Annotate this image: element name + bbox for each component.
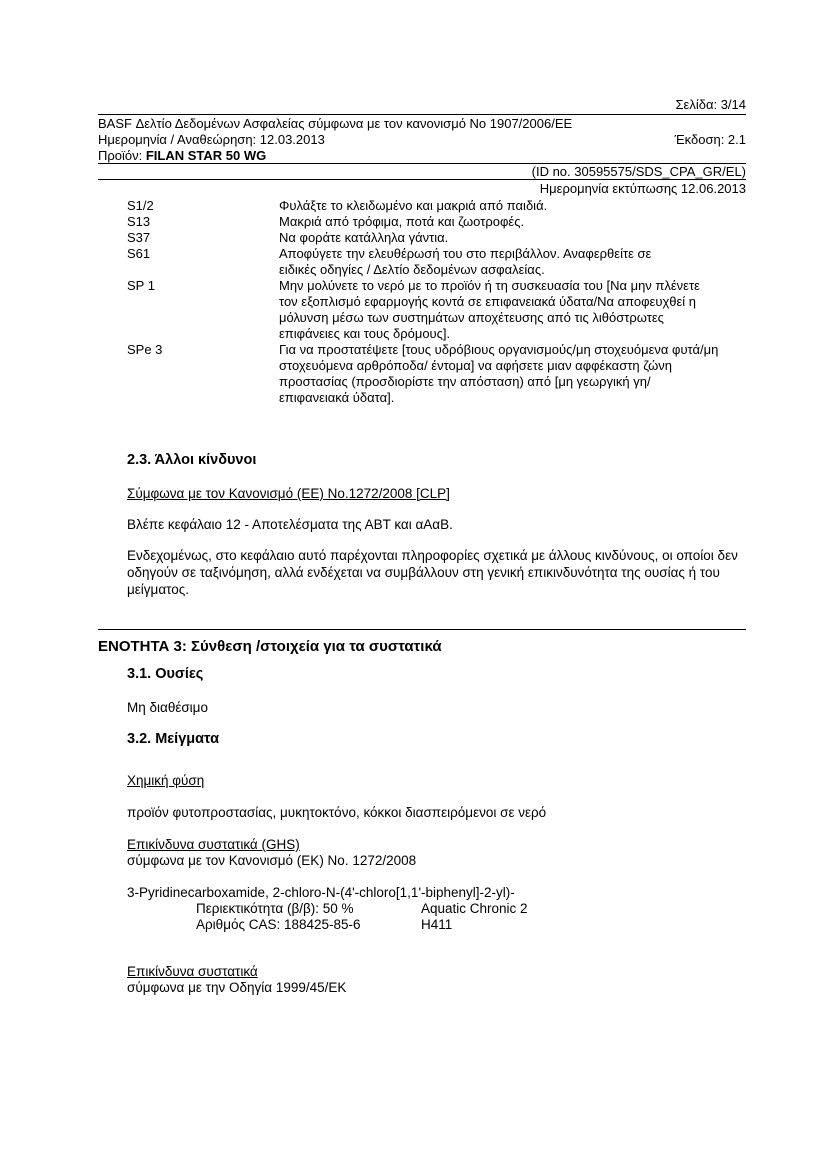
component-hazard-statement: H411: [421, 917, 453, 932]
section-3-title: ΕΝΟΤΗΤΑ 3: Σύνθεση /στοιχεία για τα συστατικά: [98, 638, 442, 655]
chemical-nature-label: Χημική φύση: [127, 773, 205, 788]
clp-subheading: Σύμφωνα με τον Κανονισμό (ΕΕ) No.1272/2008 [CLP]: [127, 486, 450, 501]
header-id: (ID no. 30595575/SDS_CPA_GR/EL): [531, 164, 746, 179]
directive-text: σύμφωνα με την Οδηγία 1999/45/ΕΚ: [127, 980, 347, 995]
phrase-code: S37: [127, 230, 151, 245]
phrase-text: Για να προστατέψετε [τους υδρόβιους οργανισμούς/μη στοχευόμενα φυτά/μη στοχευόμενα αρθρόποδα/ έντομα] να αφήσετε μιαν αφφέκαστη ζώνη προστασίας (προσδιορίστε την απόσταση) από [μη γεωργική γη/ επιφανειακά ύδατα].: [279, 342, 719, 405]
component-name: 3-Pyridinecarboxamide, 2-chloro-N-(4'-chloro[1,1'-biphenyl]-2-yl)-: [127, 885, 515, 900]
phrase-text: Αποφύγετε την ελευθέρωσή του στο περιβάλλον. Αναφερθείτε σε ειδικές οδηγίες / Δελτίο δεδομένων ασφαλείας.: [279, 246, 652, 277]
header-date: Ημερομηνία / Αναθεώρηση: 12.03.2013: [98, 132, 325, 147]
header-rule-top: [98, 114, 746, 115]
pbt-reference: Βλέπε κεφάλαιο 12 - Αποτελέσματα της ΑΒΤ και αΑαΒ.: [127, 517, 453, 532]
header-version: Έκδοση: 2.1: [674, 132, 746, 147]
substances-text: Μη διαθέσιμο: [127, 700, 208, 715]
phrase-text: Φυλάξτε το κλειδωμένο και μακριά από παιδιά.: [279, 198, 548, 213]
header-product: [98, 148, 266, 164]
component-cas: Αριθμός CAS: 188425-85-6: [196, 917, 361, 932]
component-content: Περιεκτικότητα (β/β): 50 %: [196, 901, 354, 916]
section-3-2-heading: 3.2. Μείγματα: [127, 731, 220, 747]
other-hazards-text: Ενδεχομένως, στο κεφάλαιο αυτό παρέχονται πληροφορίες σχετικά με άλλους κινδύνους, οι οποίοι δεν οδηγούν σε ταξινόμηση, αλλά ενδέχεται να συμβάλλουν στη γενική επικινδυνότητα της ουσίας ή του μείγματος.: [127, 548, 738, 597]
section-3-rule: [98, 629, 746, 630]
product-label: Προϊόν:: [98, 148, 146, 163]
phrase-code: S1/2: [127, 198, 154, 213]
directive-label: Επικίνδυνα συστατικά: [127, 964, 258, 979]
header-rule-bottom: [98, 179, 746, 180]
phrase-text: Μην μολύνετε το νερό με το προϊόν ή τη συσκευασία του [Να μην πλένετε τον εξοπλισμό εφαρμογής κοντά σε επιφανειακά ύδατα/Να αποφευχθεί η μόλυνση μέσω των συστημάτων αποχέτευσης από τις λιθόστρωτες επιφάνειες και τους δρόμους].: [279, 278, 700, 341]
ghs-regulation: σύμφωνα με τον Κανονισμό (ΕΚ) No. 1272/2008: [127, 853, 417, 868]
phrase-text: Μακριά από τρόφιμα, ποτά και ζωοτροφές.: [279, 214, 525, 229]
phrase-text: Να φοράτε κατάλληλα γάντια.: [279, 230, 449, 245]
component-hazard-class: Aquatic Chronic 2: [421, 901, 528, 916]
header-regulation: BASF Δελτίο Δεδομένων Ασφαλείας σύμφωνα με τον κανονισμό No 1907/2006/ΕΕ: [98, 116, 573, 131]
section-2-3-heading: 2.3. Άλλοι κίνδυνοι: [127, 452, 257, 468]
product-name: FILAN STAR 50 WG: [145, 148, 267, 163]
chemical-nature-text: προϊόν φυτοπροστασίας, μυκητοκτόνο, κόκκοι διασπειρόμενοι σε νερό: [127, 805, 547, 820]
page-number: Σελίδα: 3/14: [675, 97, 746, 112]
ghs-label: Επικίνδυνα συστατικά (GHS): [127, 837, 300, 852]
phrase-code: S61: [127, 246, 151, 261]
print-date: Ημερομηνία εκτύπωσης 12.06.2013: [539, 181, 746, 196]
phrase-code: S13: [127, 214, 151, 229]
phrase-code: SP 1: [127, 278, 155, 293]
section-3-1-heading: 3.1. Ουσίες: [127, 666, 204, 682]
phrase-code: SPe 3: [127, 342, 163, 357]
